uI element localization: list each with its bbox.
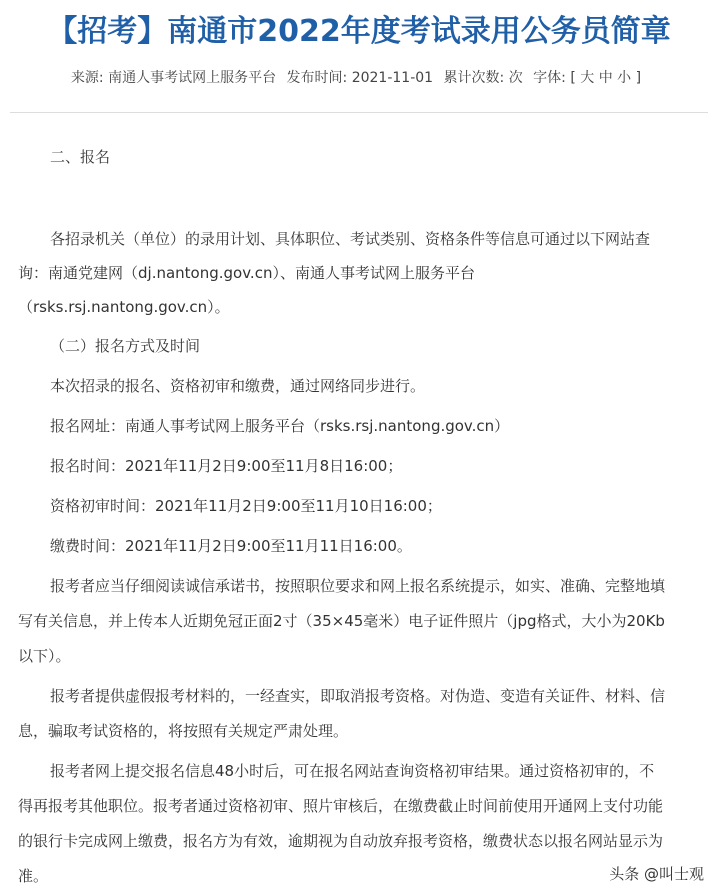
paragraph-line: （rsks.rsj.nantong.gov.cn）。 [18,298,230,316]
section-heading: 二、报名 [50,148,111,166]
paragraph-line: 报考者提供虚假报考材料的，一经查实，即取消报考资格。对伪造、变造有关证件、材料、信 [50,687,666,705]
font-size-label: 字体: [ [533,70,576,86]
publish-date: 发布时间: 2021-11-01 [286,70,434,86]
font-size-switcher [533,70,641,86]
source-watermark [609,863,704,884]
paragraph-line: 报考者应当仔细阅读诚信承诺书，按照职位要求和网上报名系统提示，如实、准确、完整地填 [50,577,666,595]
paragraph-line: 询：南通党建网（dj.nantong.gov.cn）、南通人事考试网上服务平台 [18,264,475,282]
paragraph-line: 缴费时间：2021年11月2日9:00至11月11日16:00。 [50,537,412,555]
paragraph-line: 的银行卡完成网上缴费，报名方为有效，逾期视为自动放弃报考资格，缴费状态以报名网站显示为 [18,832,664,850]
paragraph-line: 息，骗取考试资格的，将按照有关规定严肃处理。 [18,722,349,740]
font-size-small-link[interactable]: 小 [617,70,632,86]
paragraph-line: 本次招录的报名、资格初审和缴费，通过网络同步进行。 [50,377,426,395]
paragraph-line: 写有关信息，并上传本人近期免冠正面2寸（35×45毫米）电子证件照片（jpg格式，大小为20Kb [18,612,665,630]
view-count: 累计次数: 次 [443,70,523,86]
article-meta [0,67,718,87]
paragraph-line: 各招录机关（单位）的录用计划、具体职位、考试类别、资格条件等信息可通过以下网站查 [50,230,651,248]
subsection-heading: （二）报名方式及时间 [50,337,201,355]
paragraph-line: 报名时间：2021年11月2日9:00至11月8日16:00； [50,457,403,475]
paragraph-line: 报考者网上提交报名信息48小时后，可在报名网站查询资格初审结果。通过资格初审的，不 [50,762,655,780]
paragraph-line: 得再报考其他职位。报考者通过资格初审、照片审核后，在缴费截止时间前使用开通网上支付功能 [18,797,664,815]
font-size-large-link[interactable]: 大 [580,70,595,86]
font-size-medium-link[interactable]: 中 [598,70,613,86]
paragraph-line: 以下）。 [18,647,71,665]
header-divider [10,112,708,113]
watermark-text: 头条 @叫士观 [609,865,704,883]
source-text: 来源: 南通人事考试网上服务平台 [70,70,277,86]
paragraph-line: 资格初审时间：2021年11月2日9:00至11月10日16:00； [50,497,442,515]
paragraph-line: 报名网址：南通人事考试网上服务平台（rsks.rsj.nantong.gov.cn） [50,417,510,435]
font-size-close: ] [635,70,642,86]
paragraph-line: 准。 [18,867,49,885]
page-title: 【招考】南通市2022年度考试录用公务员简章 [47,14,671,49]
